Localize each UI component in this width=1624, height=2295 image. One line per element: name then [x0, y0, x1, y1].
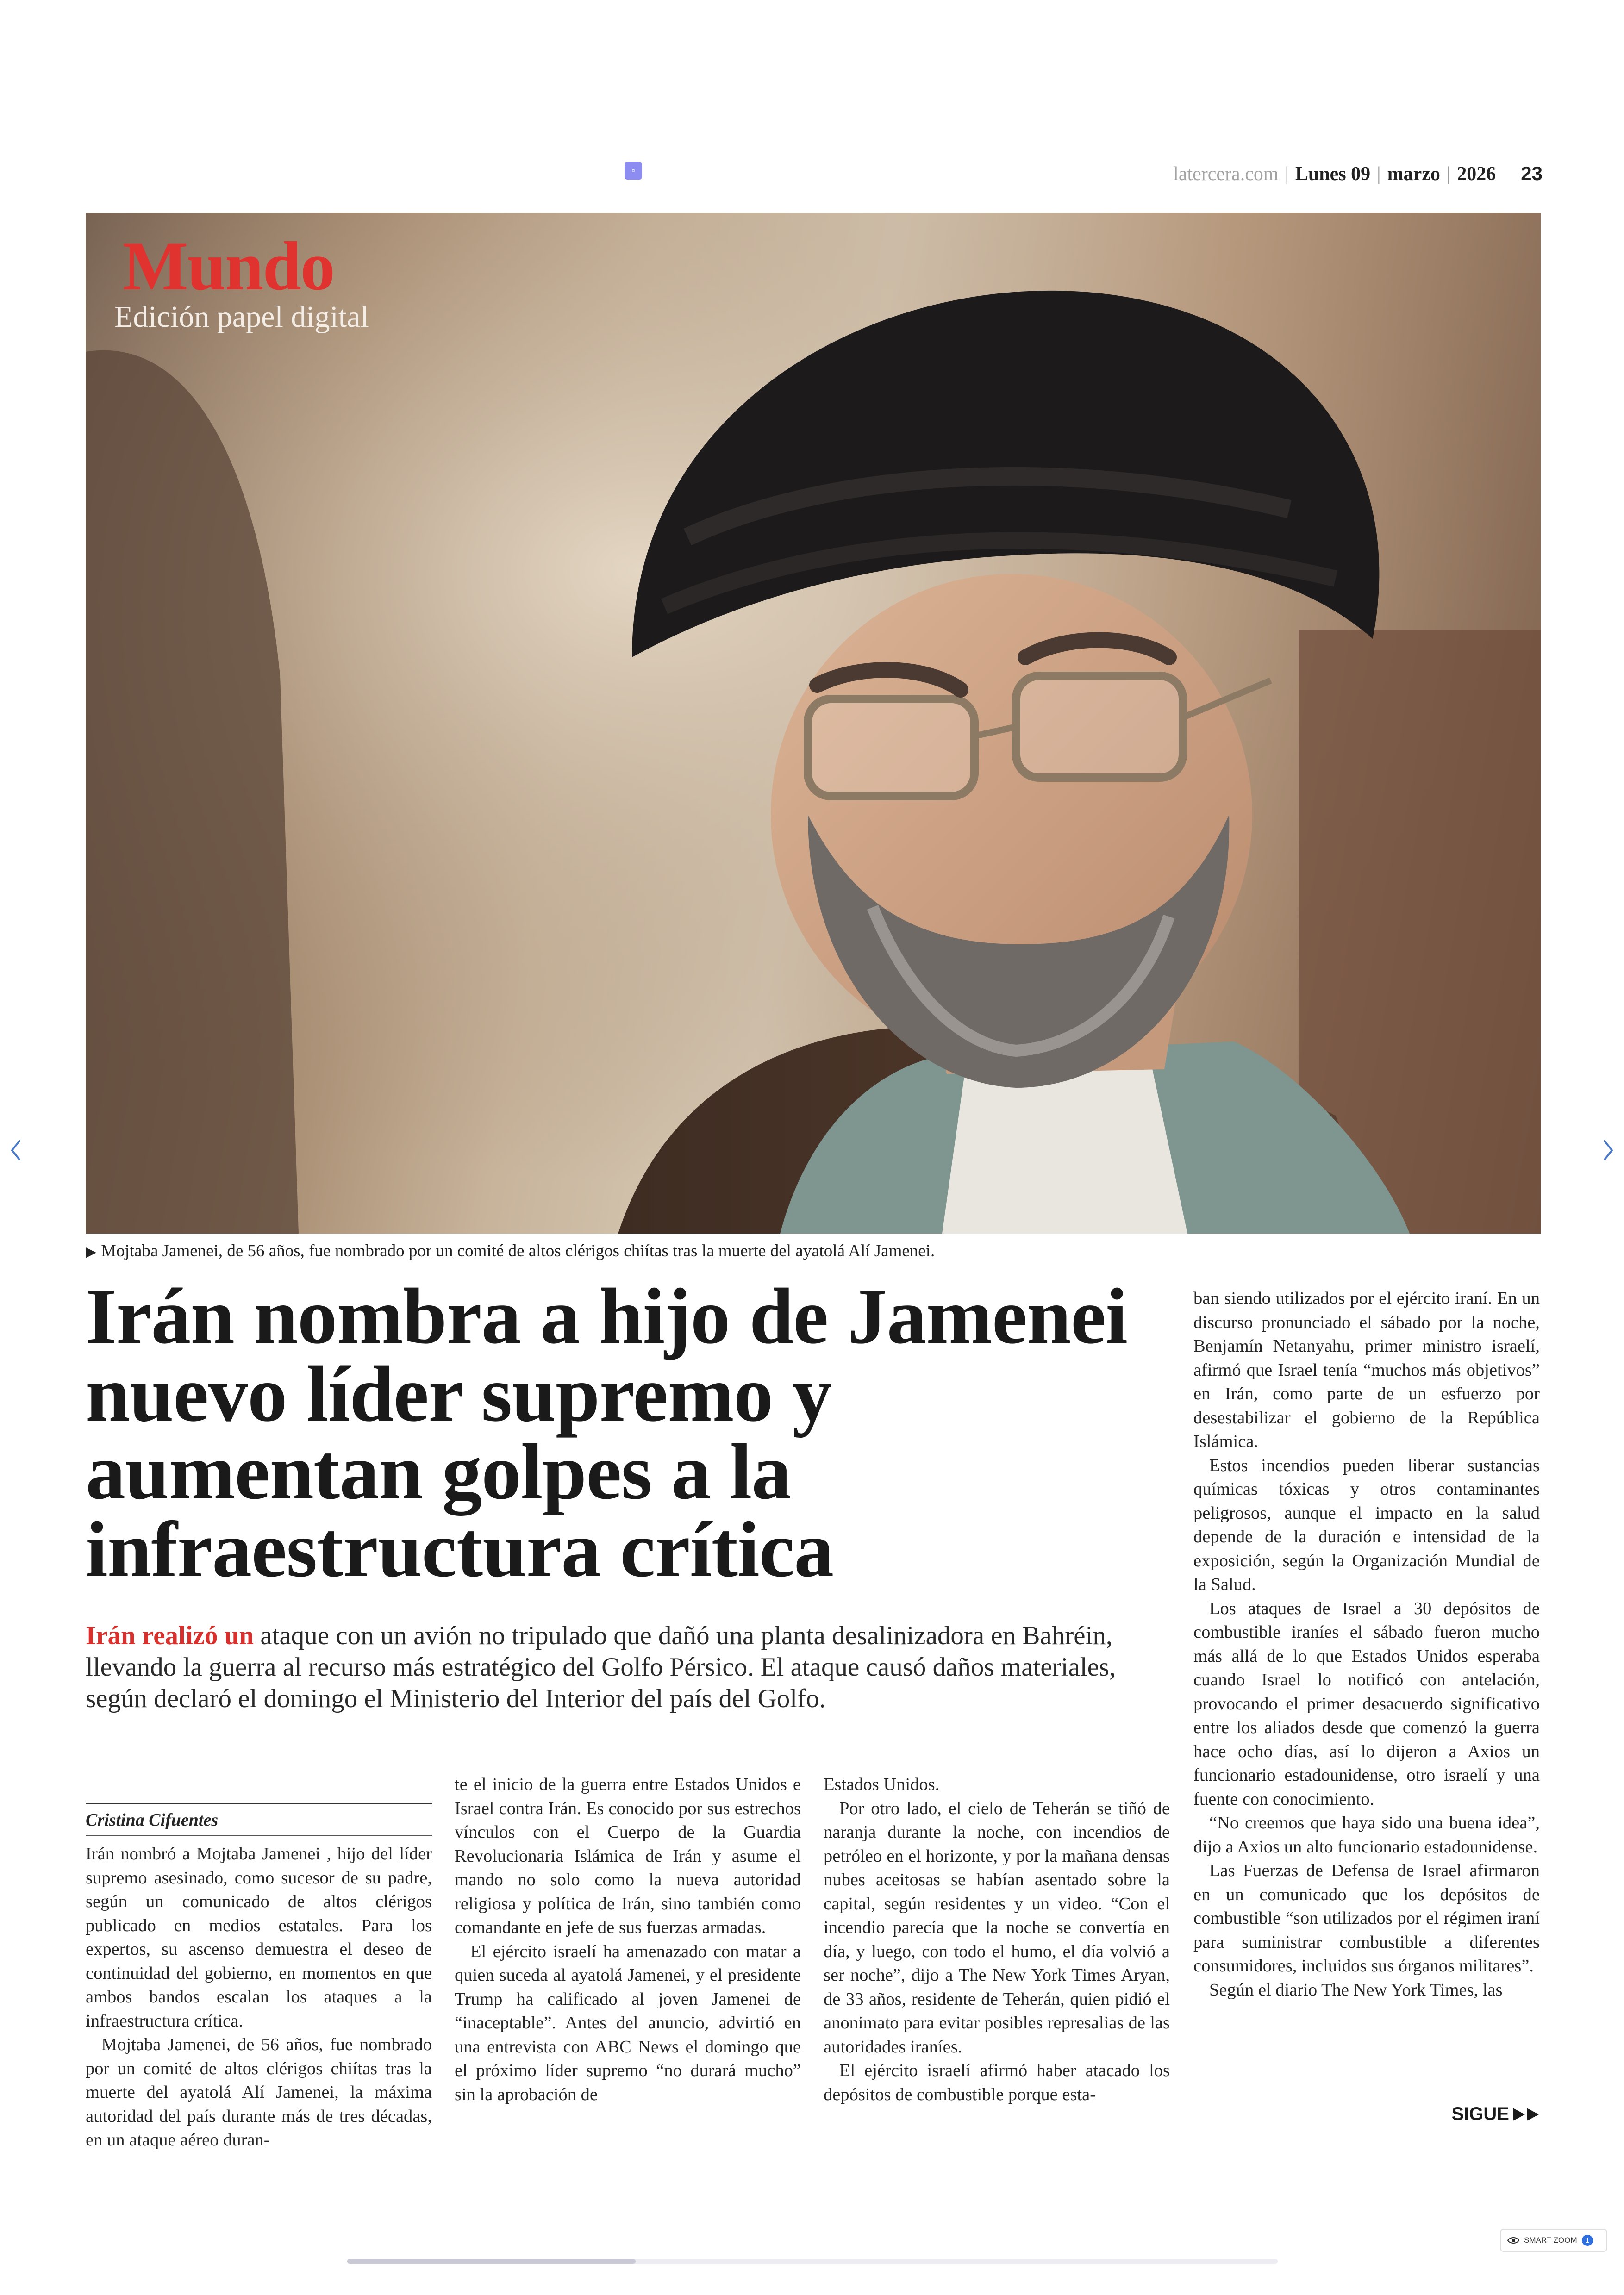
previous-page-button[interactable] [6, 1136, 25, 1164]
next-page-button[interactable] [1599, 1136, 1618, 1164]
smart-zoom-badge: 1 [1582, 2235, 1593, 2246]
chevron-right-icon [1602, 1139, 1615, 1161]
page-number: 23 [1521, 162, 1543, 184]
paragraph: El ejército israelí afirmó haber atacado los depósitos de combustible porque esta- [824, 2061, 1170, 2104]
paragraph: Irán nombró a Mojtaba Jamenei , hijo del líder supremo asesinado, como sucesor de su padre, según un comunicado de altos clérigos publicado en medios estatales. Para los expertos, su ascenso demuestra el deseo de continuidad del gobierno, en momentos en que ambos bandos escalan los ataques a la infraestructura crítica. [86, 1844, 432, 2031]
page-scrollbar-thumb[interactable] [347, 2259, 636, 2264]
paragraph: ban siendo utilizados por el ejército iraní. En un discurso pronunciado el sábado por la noche, Benjamín Netanyahu, primer ministro israelí, afirmó que Israel tenía “muchos más objetivos” en Irán, como parte de un esfuerzo por desestabilizar el gobierno de la República Islámica. [1193, 1289, 1540, 1451]
page-folio: latercera.com | Lunes 09 | marzo | 2026 23 [1173, 162, 1543, 185]
page-scrollbar[interactable] [347, 2259, 1278, 2264]
lead-text: ataque con un avión no tripulado que dañó una planta desalinizadora en Bahréin, llevando la guerra al recurso más estratégico del Golfo Pérsico. El ataque causó daños materiales, según declaró el domingo el Ministerio del Interior del país del Golfo. [86, 1621, 1116, 1713]
edition-label: Edición papel digital [114, 300, 369, 334]
paragraph: El ejército israelí ha amenazado con matar a quien suceda al ayatolá Jamenei, y el presidente Trump ha calificado al joven Jamenei de “inaceptable”. Antes del anuncio, advirtió en una entrevista con ABC News el domingo que el próximo líder supremo “no durará mucho” sin la aprobación de [455, 1941, 801, 2104]
paragraph: te el inicio de la guerra entre Estados Unidos e Israel contra Irán. Es conocido por sus estrechos vínculos con el Cuerpo de la Guardia Revolucionaria Islámica de Irán y asume el mando no solo como la nueva autoridad religiosa y política de Irán, sino también como comandante en jefe de sus fuerzas armadas. [455, 1775, 801, 1937]
paragraph: Por otro lado, el cielo de Teherán se tiñó de naranja durante la noche, con incendios de petróleo en el horizonte, y por la mañana densas nubes aceitosas se habían asentado sobre la capital, según residentes y un video. “Con el incendio parecía que la noche se convertía en día, y luego, con todo el humo, el día volvió a ser noche”, dijo a The New York Times Aryan, de 33 años, residente de Teherán, quien pidió el anonimato para evitar posibles represalias de las autoridades iraníes. [824, 1798, 1170, 2057]
lead-photo [86, 213, 1541, 1234]
folio-day: Lunes 09 [1295, 163, 1371, 185]
smart-zoom-button[interactable] [1500, 2229, 1607, 2252]
paragraph: Según el diario The New York Times, las [1209, 1980, 1503, 2000]
headline: Irán nombra a hijo de Jamenei nuevo líder supremo y aumentan golpes a la infraestructura crítica [86, 1272, 1127, 1594]
paragraph: “No creemos que haya sido una buena idea”, dijo a Axios un alto funcionario estadounidense. [1193, 1813, 1540, 1857]
chevron-left-icon [9, 1139, 22, 1161]
section-title: Mundo [123, 228, 334, 305]
paragraph: Mojtaba Jamenei, de 56 años, fue nombrado por un comité de altos clérigos chiítas tras la muerte del ayatolá Alí Jamenei, la máxima autoridad del país durante más de tres décadas, en un ataque aéreo duran- [86, 2035, 432, 2150]
lead-highlight: Irán realizó un [86, 1621, 254, 1650]
continues-link[interactable] [1452, 2104, 1541, 2125]
article-column-3 [824, 1773, 1170, 2107]
caption-triangle-icon: ▶ [86, 1244, 97, 1260]
article-column-2 [455, 1773, 801, 2107]
eye-icon [1507, 2236, 1519, 2245]
photo-caption [86, 1241, 1541, 1263]
article-column-1 [86, 1803, 432, 2152]
viewer-badge-icon[interactable]: ▫ [625, 162, 642, 180]
lead-paragraph [86, 1620, 1150, 1715]
smart-zoom-label: SMART ZOOM [1524, 2236, 1577, 2245]
folio-month: marzo [1387, 163, 1440, 185]
caption-text: Mojtaba Jamenei, de 56 años, fue nombrado por un comité de altos clérigos chiítas tras la muerte del ayatolá Alí Jamenei. [101, 1241, 935, 1260]
paragraph: Estados Unidos. [824, 1775, 940, 1794]
paragraph: Las Fuerzas de Defensa de Israel afirmaron en un comunicado que los depósitos de combustible “son utilizados por el régimen iraní para suministrar combustible a diferentes consumidores, incluidos sus órganos militares”. [1193, 1861, 1540, 1976]
site-name: latercera.com [1173, 163, 1279, 185]
paragraph: Estos incendios pueden liberar sustancias químicas tóxicas y otros contaminantes peligrosos, aunque el impacto en la salud depende de la duración e intensidad de la exposición, según la Organización Mundial de la Salud. [1193, 1455, 1540, 1594]
folio-year: 2026 [1457, 163, 1496, 185]
paragraph: Los ataques de Israel a 30 depósitos de combustible iraníes el sábado fueron mucho más allá de lo que Estados Unidos esperaba cuando Israel lo notificó con antelación, provocando el primer desacuerdo significativo entre los aliados desde que comenzó la guerra hace ocho días, así lo dijeron a Axios un funcionario estadounidense, otro israelí y una fuente con conocimiento. [1193, 1598, 1540, 1809]
byline: Cristina Cifuentes [86, 1803, 432, 1836]
double-play-icon [1512, 2107, 1541, 2122]
continues-label: SIGUE [1451, 2104, 1509, 2124]
article-column-4 [1193, 1287, 1540, 2002]
portrait-illustration [86, 213, 1541, 1234]
